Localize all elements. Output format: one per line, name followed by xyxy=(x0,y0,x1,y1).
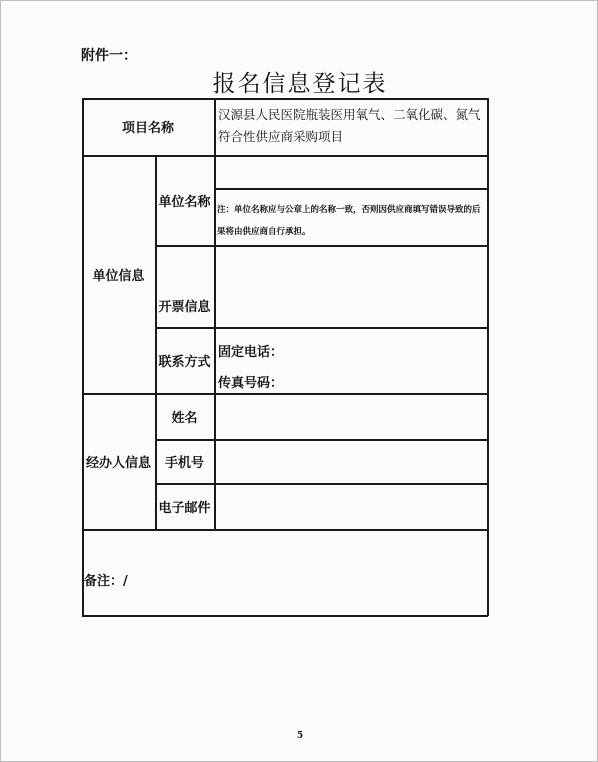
unit-name-note: 注：单位名称应与公章上的名称一致，否则因供应商填写错误导致的后果将由供应商自行承担。 xyxy=(217,205,481,237)
column-divider xyxy=(214,98,216,156)
attachment-label: 附件一： xyxy=(81,48,137,64)
project-name-value: 汉源县人民医院瓶装医用氧气、二氧化碳、氮气符合性供应商采购项目 xyxy=(218,107,481,144)
mobile-label: 手机号 xyxy=(164,455,204,471)
registration-form-table xyxy=(82,98,488,616)
row-divider xyxy=(82,529,488,531)
unit-name-field[interactable] xyxy=(216,157,486,187)
contact-method-label: 联系方式 xyxy=(158,354,211,370)
remarks-label: 备注：/ xyxy=(84,574,128,589)
handler-name-label: 姓名 xyxy=(171,410,198,426)
page-number: 5 xyxy=(296,731,304,741)
form-title: 报名信息登记表 xyxy=(212,71,388,97)
unit-name-label: 单位名称 xyxy=(158,194,211,210)
row-divider xyxy=(214,188,488,190)
fax-number-label: 传真号码： xyxy=(218,376,284,391)
table-border-right xyxy=(487,98,489,616)
project-name-label: 项目名称 xyxy=(121,121,174,136)
landline-phone-label: 固定电话： xyxy=(218,345,284,360)
unit-info-section-label: 单位信息 xyxy=(92,268,145,284)
invoice-info-field[interactable] xyxy=(216,247,486,326)
handler-info-section-label: 经办人信息 xyxy=(85,455,151,471)
email-field[interactable] xyxy=(216,485,486,527)
mobile-field[interactable] xyxy=(216,441,486,481)
invoice-info-label: 开票信息 xyxy=(158,300,211,315)
handler-name-field[interactable] xyxy=(216,395,486,437)
email-label: 电子邮件 xyxy=(158,500,211,516)
table-border-bottom xyxy=(82,615,488,617)
